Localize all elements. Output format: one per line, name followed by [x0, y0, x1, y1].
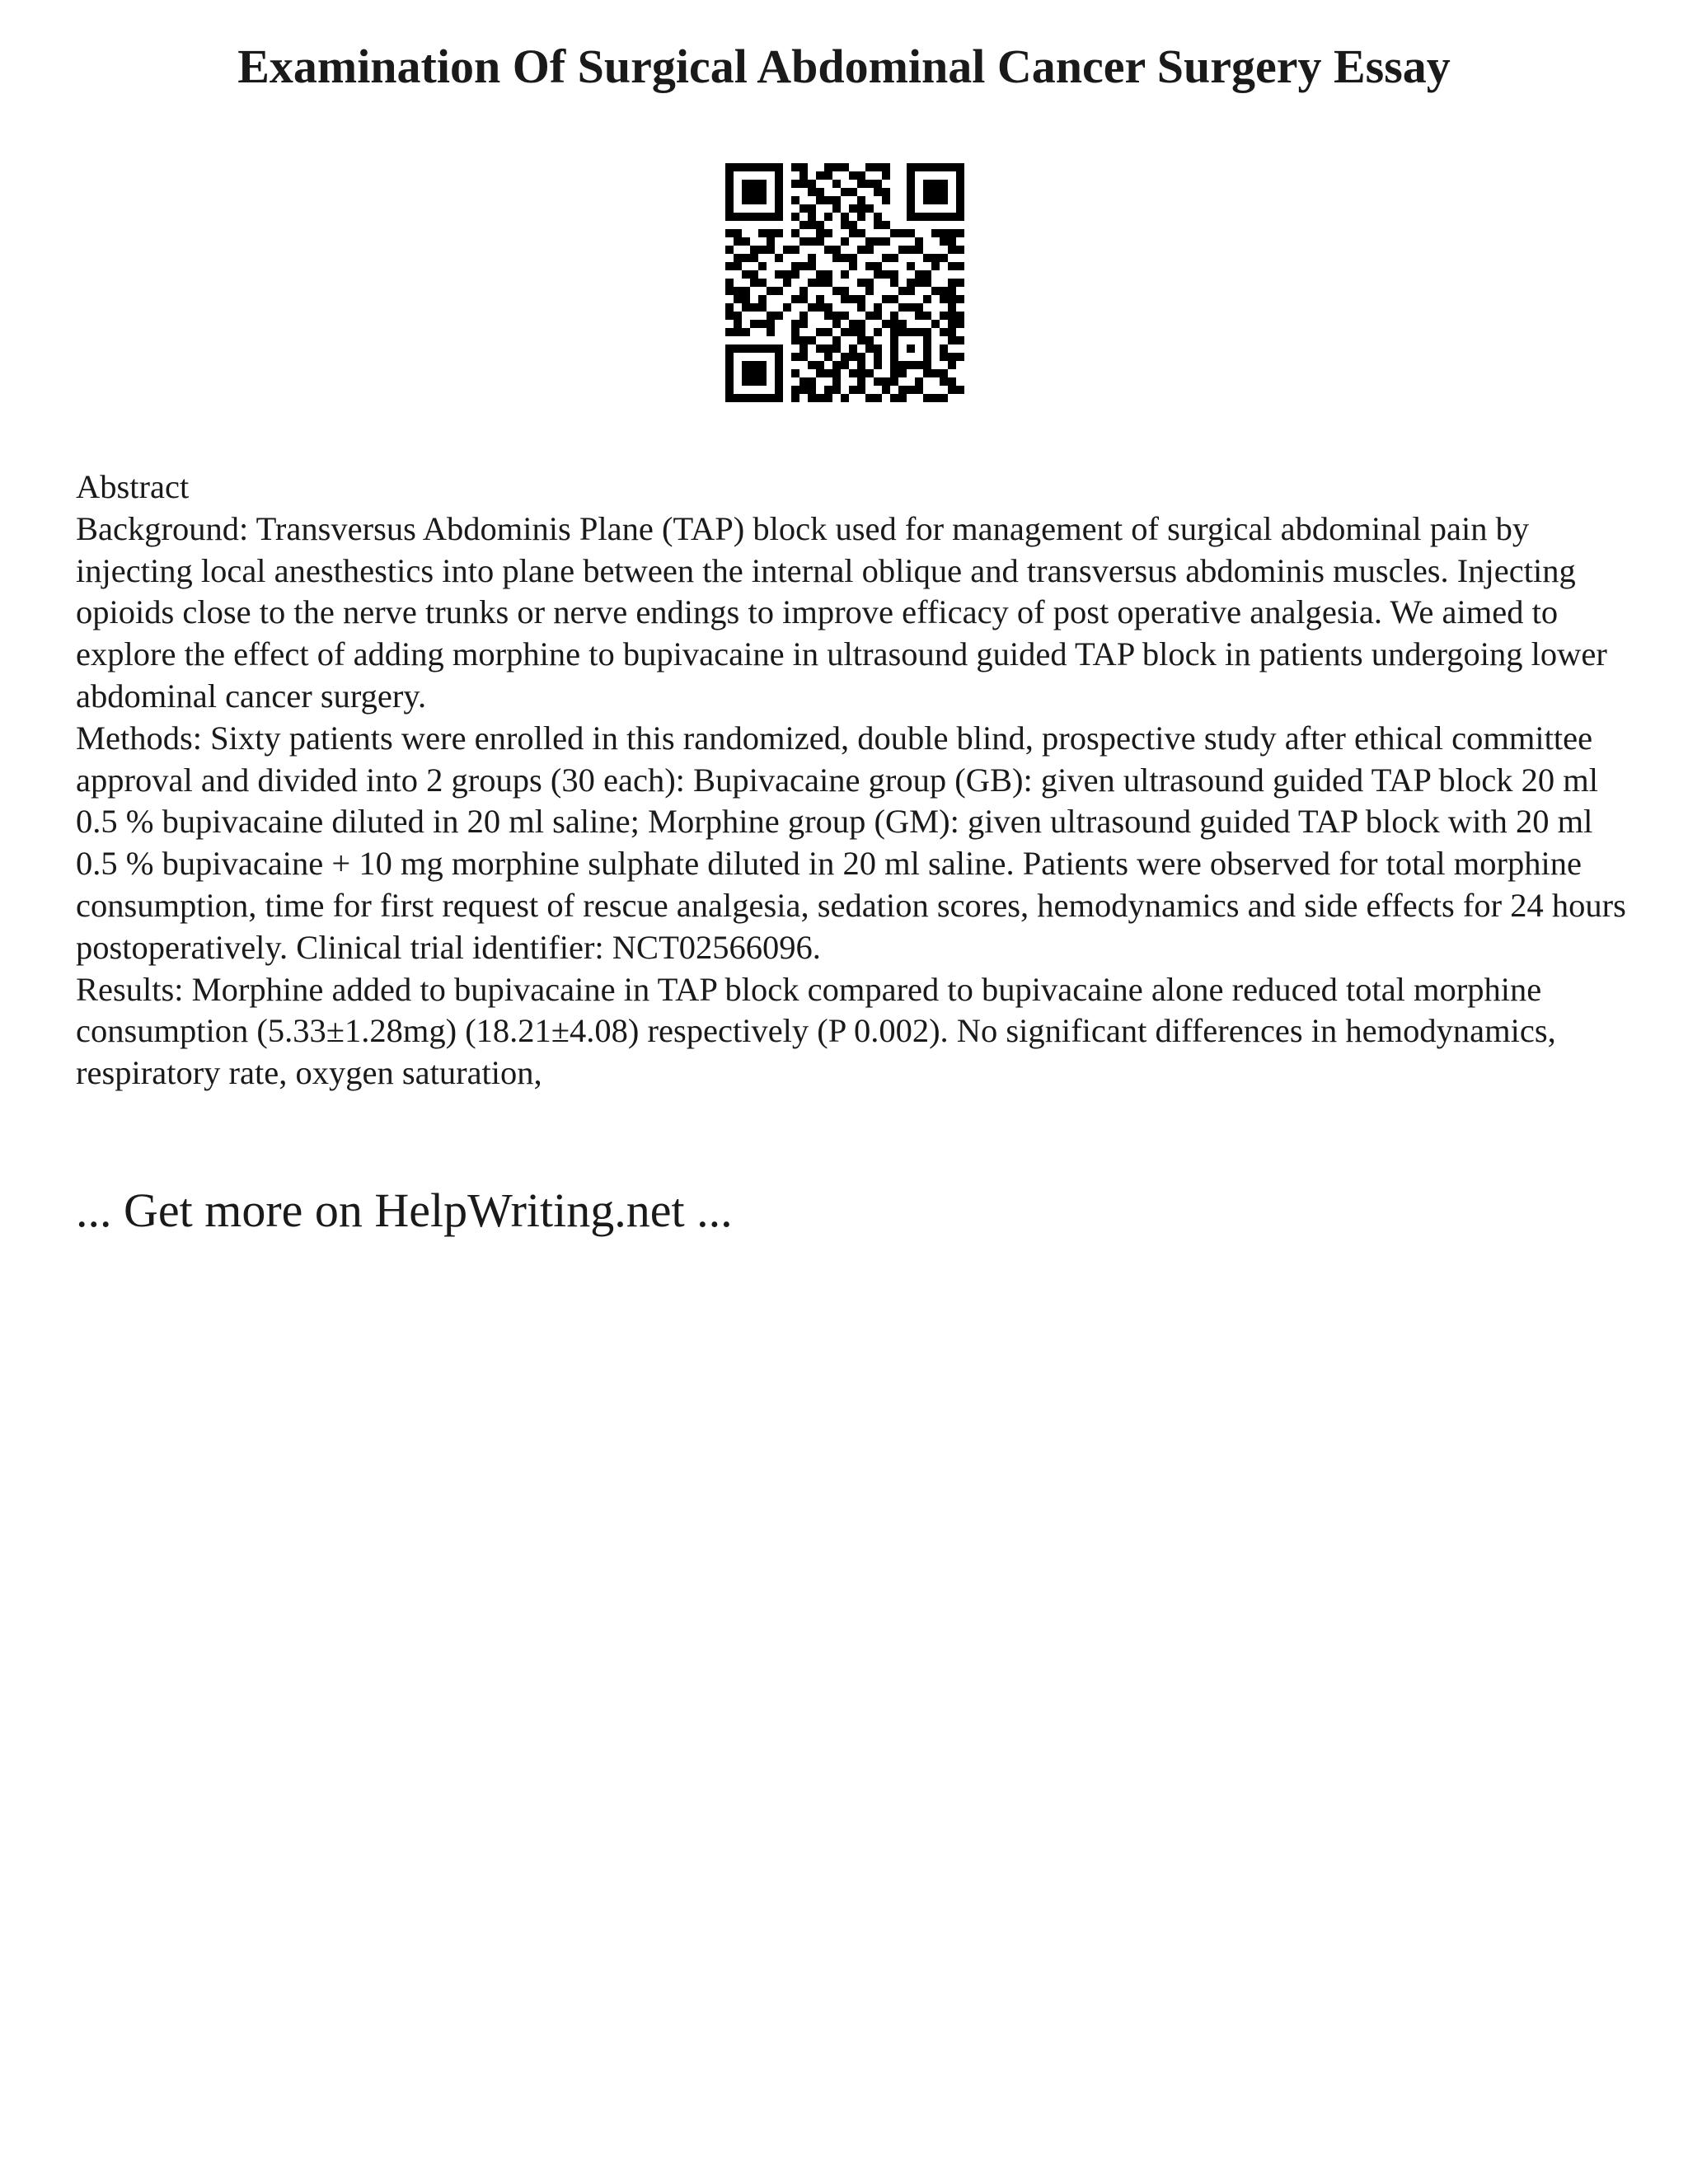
abstract-heading: Abstract [76, 468, 190, 505]
abstract-body [76, 466, 1642, 1094]
background-paragraph: Background: Transversus Abdominis Plane (TAP) block used for management of surgical abdominal pain by injecting local anesthestics into plane between the internal oblique and transversus abdominis muscles. Injecting opioids close to the nerve trunks or nerve endings to improve efficacy of post operative analgesia. We aimed to explore the effect of adding morphine to bupivacaine in ultrasound guided TAP block in patients undergoing lower abdominal cancer surgery. [76, 509, 1607, 715]
page-title: Examination Of Surgical Abdominal Cancer Surgery Essay [237, 40, 1451, 93]
qr-code-icon [725, 163, 964, 402]
methods-paragraph: Methods: Sixty patients were enrolled in this randomized, double blind, prospective study after ethical committee approval and divided into 2 groups (30 each): Bupivacaine group (GB): given ultrasound guided TAP block 20 ml 0.5 % bupivacaine diluted in 20 ml saline; Morphine group (GM): given ultrasound guided TAP block with 20 ml 0.5 % bupivacaine + 10 mg morphine sulphate diluted in 20 ml saline. Patients were observed for total morphine consumption, time for first request of rescue analgesia, sedation scores, hemodynamics and side effects for 24 hours postoperatively. Clinical trial identifier: NCT02566096. [76, 719, 1626, 966]
get-more-link[interactable]: ... Get more on HelpWriting.net ... [76, 1183, 733, 1237]
results-paragraph: Results: Morphine added to bupivacaine in TAP block compared to bupivacaine alone reduced total morphine consumption (5.33±1.28mg) (18.21±4.08) respectively (P 0.002). No significant differences in hemodynamics, respiratory rate, oxygen saturation, [76, 970, 1556, 1092]
